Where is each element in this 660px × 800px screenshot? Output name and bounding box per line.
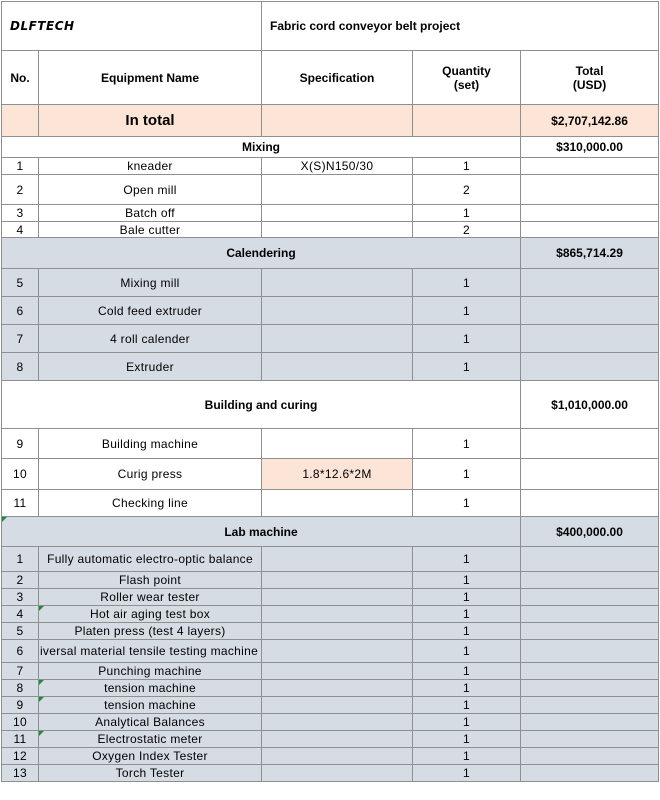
table-row (2, 459, 659, 490)
row-no: 1 (2, 158, 39, 175)
row-no: 12 (2, 748, 39, 765)
row-no: 11 (2, 490, 39, 517)
row-specification (262, 572, 413, 589)
section-header-calendering: Calendering (2, 238, 521, 269)
document-title: Fabric cord conveyor belt project (262, 2, 659, 51)
row-quantity: 1 (413, 325, 521, 353)
table-row (2, 297, 659, 325)
row-specification (262, 697, 413, 714)
row-equipment-name: Punching machine (39, 663, 262, 680)
row-no: 7 (2, 325, 39, 353)
row-total (521, 748, 659, 765)
row-total (521, 765, 659, 782)
row-specification: 1.8*12.6*2M (262, 459, 413, 490)
table-row (2, 606, 659, 623)
row-quantity: 1 (413, 731, 521, 748)
table-row (2, 175, 659, 205)
row-specification (262, 490, 413, 517)
row-no: 3 (2, 205, 39, 222)
row-no: 10 (2, 714, 39, 731)
row-total (521, 205, 659, 222)
row-no: 6 (2, 297, 39, 325)
row-total (521, 663, 659, 680)
row-quantity: 1 (413, 640, 521, 663)
row-no: 9 (2, 697, 39, 714)
row-quantity: 1 (413, 547, 521, 572)
row-specification (262, 640, 413, 663)
row-equipment-name: Flash point (39, 572, 262, 589)
table-row (2, 158, 659, 175)
grand-total-value: $2,707,142.86 (521, 105, 659, 137)
header-quantity: Quantity (set) (413, 51, 521, 105)
row-total (521, 697, 659, 714)
grand-total-label: In total (39, 105, 262, 137)
row-no: 13 (2, 765, 39, 782)
table-row (2, 205, 659, 222)
row-specification (262, 606, 413, 623)
row-quantity: 2 (413, 175, 521, 205)
row-specification: X(S)N150/30 (262, 158, 413, 175)
row-equipment-name: Cold feed extruder (39, 297, 262, 325)
row-no: 10 (2, 459, 39, 490)
row-equipment-name: Building machine (39, 429, 262, 459)
row-equipment-name: 4 roll calender (39, 325, 262, 353)
row-specification (262, 297, 413, 325)
row-no: 3 (2, 589, 39, 606)
grand-total-spec (262, 105, 413, 137)
section-total-lab-machine: $400,000.00 (521, 517, 659, 547)
header-no: No. (2, 51, 39, 105)
table-row (2, 547, 659, 572)
row-quantity: 1 (413, 459, 521, 490)
row-quantity: 1 (413, 697, 521, 714)
row-specification (262, 222, 413, 238)
row-specification (262, 353, 413, 381)
row-no: 4 (2, 222, 39, 238)
row-no: 2 (2, 572, 39, 589)
row-total (521, 175, 659, 205)
row-specification (262, 765, 413, 782)
row-total (521, 606, 659, 623)
row-no: 4 (2, 606, 39, 623)
row-no: 8 (2, 680, 39, 697)
table-row (2, 765, 659, 782)
row-quantity: 1 (413, 680, 521, 697)
row-quantity: 1 (413, 490, 521, 517)
row-equipment-name: iversal material tensile testing machine (39, 640, 262, 663)
row-quantity: 1 (413, 572, 521, 589)
row-quantity: 1 (413, 748, 521, 765)
row-equipment-name: Batch off (39, 205, 262, 222)
header-specification: Specification (262, 51, 413, 105)
row-equipment-name: Hot air aging test box (39, 606, 262, 623)
row-specification (262, 547, 413, 572)
row-no: 5 (2, 623, 39, 640)
row-specification (262, 205, 413, 222)
row-equipment-name: Checking line (39, 490, 262, 517)
quotation-sheet (1, 1, 659, 782)
table-row (2, 748, 659, 765)
header-equipment-name: Equipment Name (39, 51, 262, 105)
section-total-building-curing: $1,010,000.00 (521, 381, 659, 429)
row-quantity: 1 (413, 158, 521, 175)
row-quantity: 1 (413, 765, 521, 782)
row-total (521, 297, 659, 325)
row-equipment-name: Analytical Balances (39, 714, 262, 731)
grand-total-blank (2, 105, 39, 137)
row-quantity: 2 (413, 222, 521, 238)
row-equipment-name: Mixing mill (39, 269, 262, 297)
row-specification (262, 748, 413, 765)
row-total (521, 547, 659, 572)
table-row (2, 490, 659, 517)
row-equipment-name: Electrostatic meter (39, 731, 262, 748)
table-row (2, 623, 659, 640)
row-total (521, 158, 659, 175)
row-no: 5 (2, 269, 39, 297)
section-header-lab-machine: Lab machine (2, 517, 521, 547)
table-row (2, 429, 659, 459)
section-total-mixing: $310,000.00 (521, 137, 659, 158)
row-total (521, 222, 659, 238)
row-specification (262, 175, 413, 205)
table-row (2, 572, 659, 589)
row-no: 11 (2, 731, 39, 748)
row-quantity: 1 (413, 714, 521, 731)
row-total (521, 490, 659, 517)
table-row (2, 714, 659, 731)
row-equipment-name: Extruder (39, 353, 262, 381)
section-header-building-curing: Building and curing (2, 381, 521, 429)
row-equipment-name: Torch Tester (39, 765, 262, 782)
table-row (2, 680, 659, 697)
row-equipment-name: Roller wear tester (39, 589, 262, 606)
row-specification (262, 731, 413, 748)
header-total: Total (USD) (521, 51, 659, 105)
row-quantity: 1 (413, 297, 521, 325)
row-equipment-name: Bale cutter (39, 222, 262, 238)
row-equipment-name: Open mill (39, 175, 262, 205)
row-total (521, 459, 659, 490)
row-quantity: 1 (413, 589, 521, 606)
row-specification (262, 269, 413, 297)
row-total (521, 589, 659, 606)
section-total-calendering: $865,714.29 (521, 238, 659, 269)
table-row (2, 222, 659, 238)
table-row (2, 731, 659, 748)
table-row (2, 353, 659, 381)
row-total (521, 714, 659, 731)
row-quantity: 1 (413, 269, 521, 297)
row-specification (262, 589, 413, 606)
row-no: 2 (2, 175, 39, 205)
row-specification (262, 623, 413, 640)
row-quantity: 1 (413, 663, 521, 680)
row-no: 8 (2, 353, 39, 381)
row-total (521, 325, 659, 353)
row-quantity: 1 (413, 606, 521, 623)
row-equipment-name: tension machine (39, 697, 262, 714)
row-quantity: 1 (413, 623, 521, 640)
row-quantity: 1 (413, 353, 521, 381)
row-total (521, 640, 659, 663)
row-specification (262, 429, 413, 459)
row-specification (262, 325, 413, 353)
row-equipment-name: Platen press (test 4 layers) (39, 623, 262, 640)
company-logo: DLFTECH (2, 2, 262, 51)
row-total (521, 269, 659, 297)
row-total (521, 429, 659, 459)
row-quantity: 1 (413, 429, 521, 459)
row-equipment-name: kneader (39, 158, 262, 175)
table-row (2, 589, 659, 606)
row-no: 7 (2, 663, 39, 680)
section-header-mixing: Mixing (2, 137, 521, 158)
grand-total-qty (413, 105, 521, 137)
row-specification (262, 680, 413, 697)
row-equipment-name: tension machine (39, 680, 262, 697)
row-equipment-name: Oxygen Index Tester (39, 748, 262, 765)
row-no: 1 (2, 547, 39, 572)
row-equipment-name: Fully automatic electro-optic balance (39, 547, 262, 572)
row-total (521, 680, 659, 697)
table-row (2, 325, 659, 353)
table-row (2, 663, 659, 680)
table-row (2, 640, 659, 663)
row-no: 9 (2, 429, 39, 459)
row-specification (262, 663, 413, 680)
row-equipment-name: Curig press (39, 459, 262, 490)
row-quantity: 1 (413, 205, 521, 222)
table-row (2, 269, 659, 297)
row-no: 6 (2, 640, 39, 663)
row-specification (262, 714, 413, 731)
row-total (521, 353, 659, 381)
row-total (521, 731, 659, 748)
row-total (521, 623, 659, 640)
row-total (521, 572, 659, 589)
table-row (2, 697, 659, 714)
